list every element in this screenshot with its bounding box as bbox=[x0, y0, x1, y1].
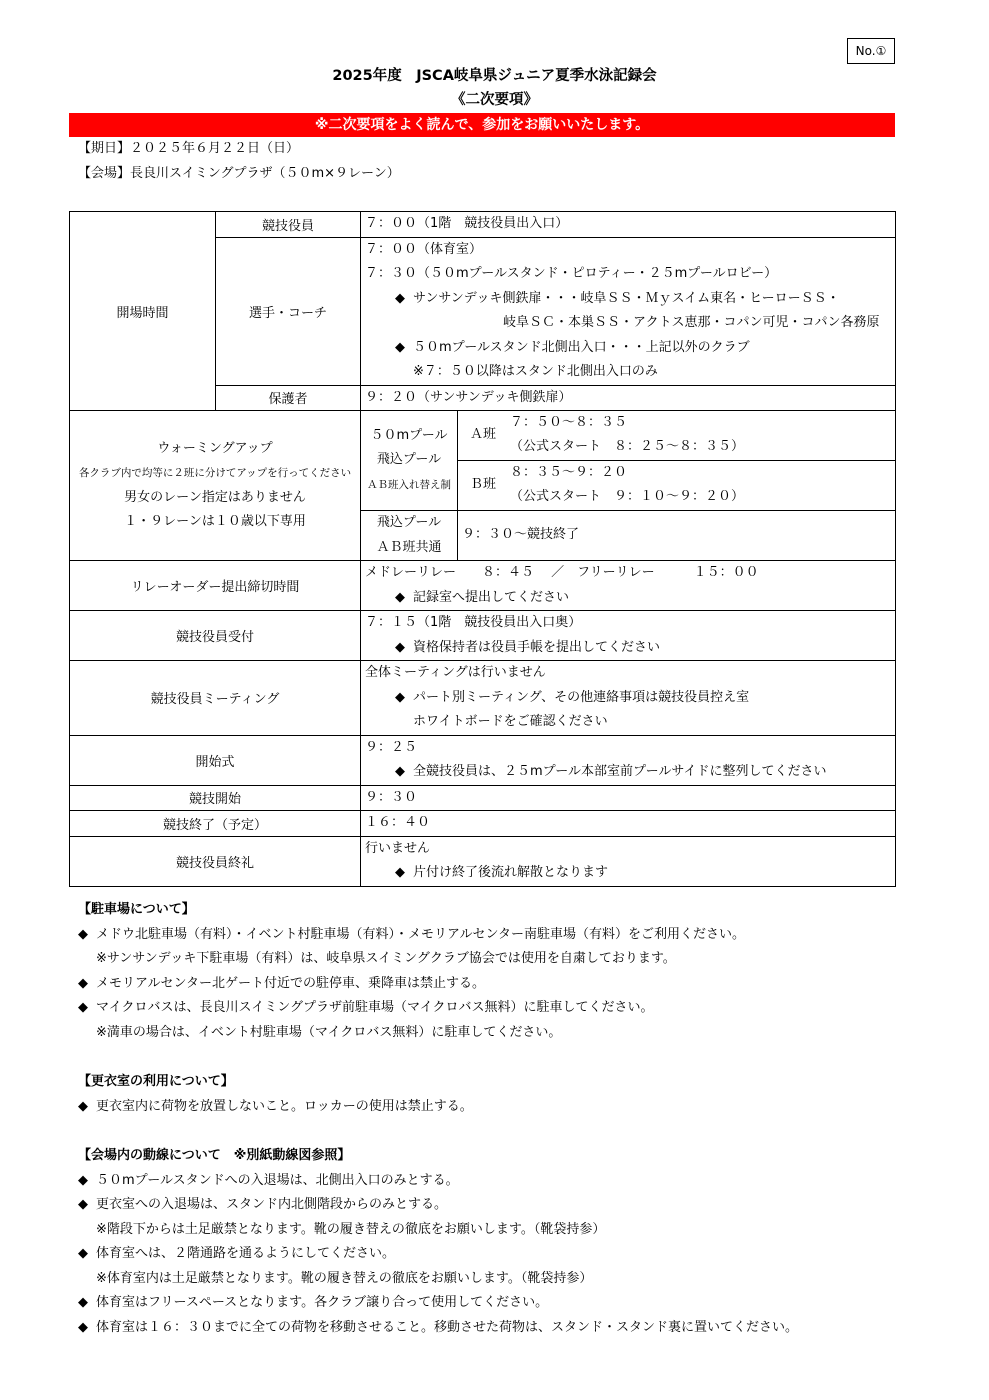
closing-label: 競技役員終礼 bbox=[70, 836, 361, 886]
parking-item: ◆ メドウ北駐車場（有料）・イベント村駐車場（有料）・メモリアルセンター南駐車場（有料）をご利用ください。 bbox=[78, 923, 745, 948]
reception-note: ◆ 資格保持者は役員手帳を提出してください bbox=[395, 640, 660, 655]
warmup-label: ウォーミングアップ bbox=[157, 440, 273, 456]
ceremony-note: ◆ 全競技役員は、２５mプール本部室前プールサイドに整列してください bbox=[395, 764, 826, 779]
event-venue: 【会場】長良川スイミングプラザ（５０m×９レーン） bbox=[78, 166, 400, 181]
page-subtitle: 《二次要項》 bbox=[451, 92, 538, 108]
closing-value: 行いません bbox=[365, 840, 431, 856]
flow-heading: 【会場内の動線について ※別紙動線図参照】 bbox=[78, 1148, 351, 1163]
group-a-start: （公式スタート ８：２５～８：３５） bbox=[510, 439, 745, 454]
meeting-note: ◆ パート別ミーティング、その他連絡事項は競技役員控え室 bbox=[395, 690, 749, 705]
flow-item: ◆ 体育室へは、２階通路を通るようにしてください。 bbox=[78, 1242, 798, 1267]
parking-item: ◆ マイクロバスは、長良川スイミングプラザ前駐車場（マイクロバス無料）に駐車してください。 bbox=[78, 996, 745, 1021]
dive-pool-label: 飛込プール bbox=[376, 515, 442, 530]
warmup-note: 男女のレーン指定はありません bbox=[124, 489, 306, 505]
flow-item: ※体育室内は土足厳禁となります。靴の履き替えの徹底をお願いします。（靴袋持参） bbox=[96, 1270, 593, 1286]
officials-entry-label: 競技役員 bbox=[216, 212, 361, 238]
flow-section bbox=[78, 1144, 798, 1340]
relay-deadline-label: リレーオーダー提出締切時間 bbox=[70, 561, 361, 611]
page-title: 2025年度 JSCA岐阜県ジュニア夏季水泳記録会 bbox=[332, 68, 657, 84]
meeting-value: 全体ミーティングは行いません bbox=[365, 665, 546, 680]
warmup-pool: 飛込プール bbox=[376, 452, 442, 468]
event-date: 【期日】２０２５年６月２２日（日） bbox=[78, 141, 300, 156]
group-b-label: Ｂ班 bbox=[470, 477, 497, 492]
locker-item: ◆ 更衣室内に荷物を放置しないこと。ロッカーの使用は禁止する。 bbox=[78, 1095, 473, 1120]
parking-item: ※満車の場合は、イベント村駐車場（マイクロバス無料）に駐車してください。 bbox=[96, 1024, 562, 1040]
start-value: ９：３０ bbox=[365, 789, 418, 805]
document-number: No.① bbox=[847, 38, 895, 64]
closing-note: ◆ 片付け終了後流れ解散となります bbox=[395, 865, 608, 880]
open-time-label: 開場時間 bbox=[70, 212, 216, 411]
meeting-label: 競技役員ミーティング bbox=[70, 661, 361, 736]
warmup-rotation-note: ＡＢ班入れ替え制 bbox=[367, 478, 451, 491]
warmup-pool: ５０mプール bbox=[370, 427, 448, 443]
end-label: 競技終了（予定） bbox=[70, 811, 361, 837]
relay-deadline-note: ◆ 記録室へ提出してください bbox=[395, 590, 569, 605]
group-b-time: ８：３５～９：２０ bbox=[510, 465, 628, 480]
coach-entry-line: ◆ ５０mプールスタンド北側出入口・・・上記以外のクラブ bbox=[395, 340, 750, 355]
dive-pool-value: ９：３０～競技終了 bbox=[462, 527, 580, 543]
schedule-table bbox=[69, 211, 896, 887]
coach-entry-line: ７：３０（５０mプールスタンド・ピロティー・２５mプールロビー） bbox=[365, 266, 778, 281]
meeting-note: ホワイトボードをご確認ください bbox=[413, 714, 608, 729]
parking-heading: 【駐車場について】 bbox=[78, 902, 195, 917]
reception-label: 競技役員受付 bbox=[70, 611, 361, 661]
end-value: １６：４０ bbox=[365, 815, 431, 830]
flow-item: ◆ 更衣室への入退場は、スタンド内北側階段からのみとする。 bbox=[78, 1193, 798, 1218]
coach-entry-line: 岐阜ＳＣ・本巣ＳＳ・アクトス恵那・コパン可児・コパン各務原 bbox=[503, 315, 880, 330]
ceremony-value: ９：２５ bbox=[365, 739, 418, 755]
dive-pool-label: ＡＢ班共通 bbox=[376, 539, 442, 555]
coach-entry-label: 選手・コーチ bbox=[216, 237, 361, 385]
coach-entry-line: ７：００（体育室） bbox=[365, 241, 483, 257]
flow-item: ◆ ５０mプールスタンドへの入退場は、北側出入口のみとする。 bbox=[78, 1169, 798, 1194]
flow-item: ◆ 体育室はフリースペースとなります。各クラブ譲り合って使用してください。 bbox=[78, 1291, 798, 1316]
locker-heading: 【更衣室の利用について】 bbox=[78, 1074, 234, 1089]
locker-section bbox=[78, 1070, 473, 1119]
parking-section bbox=[78, 898, 745, 1045]
coach-entry-line: ◆ サンサンデッキ側鉄扉・・・岐阜ＳＳ・Ｍｙスイム東名・ヒーローＳＳ・ bbox=[395, 291, 840, 306]
ceremony-label: 開始式 bbox=[70, 735, 361, 785]
flow-item: ※階段下からは土足厳禁となります。靴の履き替えの徹底をお願いします。（靴袋持参） bbox=[96, 1221, 606, 1237]
group-a-time: ７：５０～８：３５ bbox=[510, 415, 628, 430]
relay-deadline-value: メドレーリレー ８：４５ ／ フリーリレー １５：００ bbox=[365, 565, 759, 580]
group-a-label: Ａ班 bbox=[470, 427, 497, 442]
warmup-note: １・９レーンは１０歳以下専用 bbox=[124, 514, 306, 529]
guardian-entry-value: ９：２０（サンサンデッキ側鉄扉） bbox=[365, 389, 572, 405]
flow-item: ◆ 体育室は１６：３０までに全ての荷物を移動させること。移動させた荷物は、スタンド・スタンド裏に置いてください。 bbox=[78, 1316, 798, 1341]
notice-banner: ※二次要項をよく読んで、参加をお願いいたします。 bbox=[69, 113, 895, 137]
reception-value: ７：１５（1階 競技役員出入口奥） bbox=[365, 615, 582, 630]
start-label: 競技開始 bbox=[70, 785, 361, 811]
group-b-start: （公式スタート ９：１０～９：２０） bbox=[510, 489, 745, 504]
officials-entry-value: ７：００（1階 競技役員出入口） bbox=[365, 216, 569, 231]
warmup-note: 各クラブ内で均等に２班に分けてアップを行ってください bbox=[78, 467, 352, 479]
parking-item: ※サンサンデッキ下駐車場（有料）は、岐阜県スイミングクラブ協会では使用を自粛しております。 bbox=[96, 951, 676, 966]
coach-entry-line: ※７：５０以降はスタンド北側出入口のみ bbox=[413, 364, 658, 379]
guardian-entry-label: 保護者 bbox=[216, 385, 361, 411]
parking-item: ◆ メモリアルセンター北ゲート付近での駐停車、乗降車は禁止する。 bbox=[78, 972, 745, 997]
